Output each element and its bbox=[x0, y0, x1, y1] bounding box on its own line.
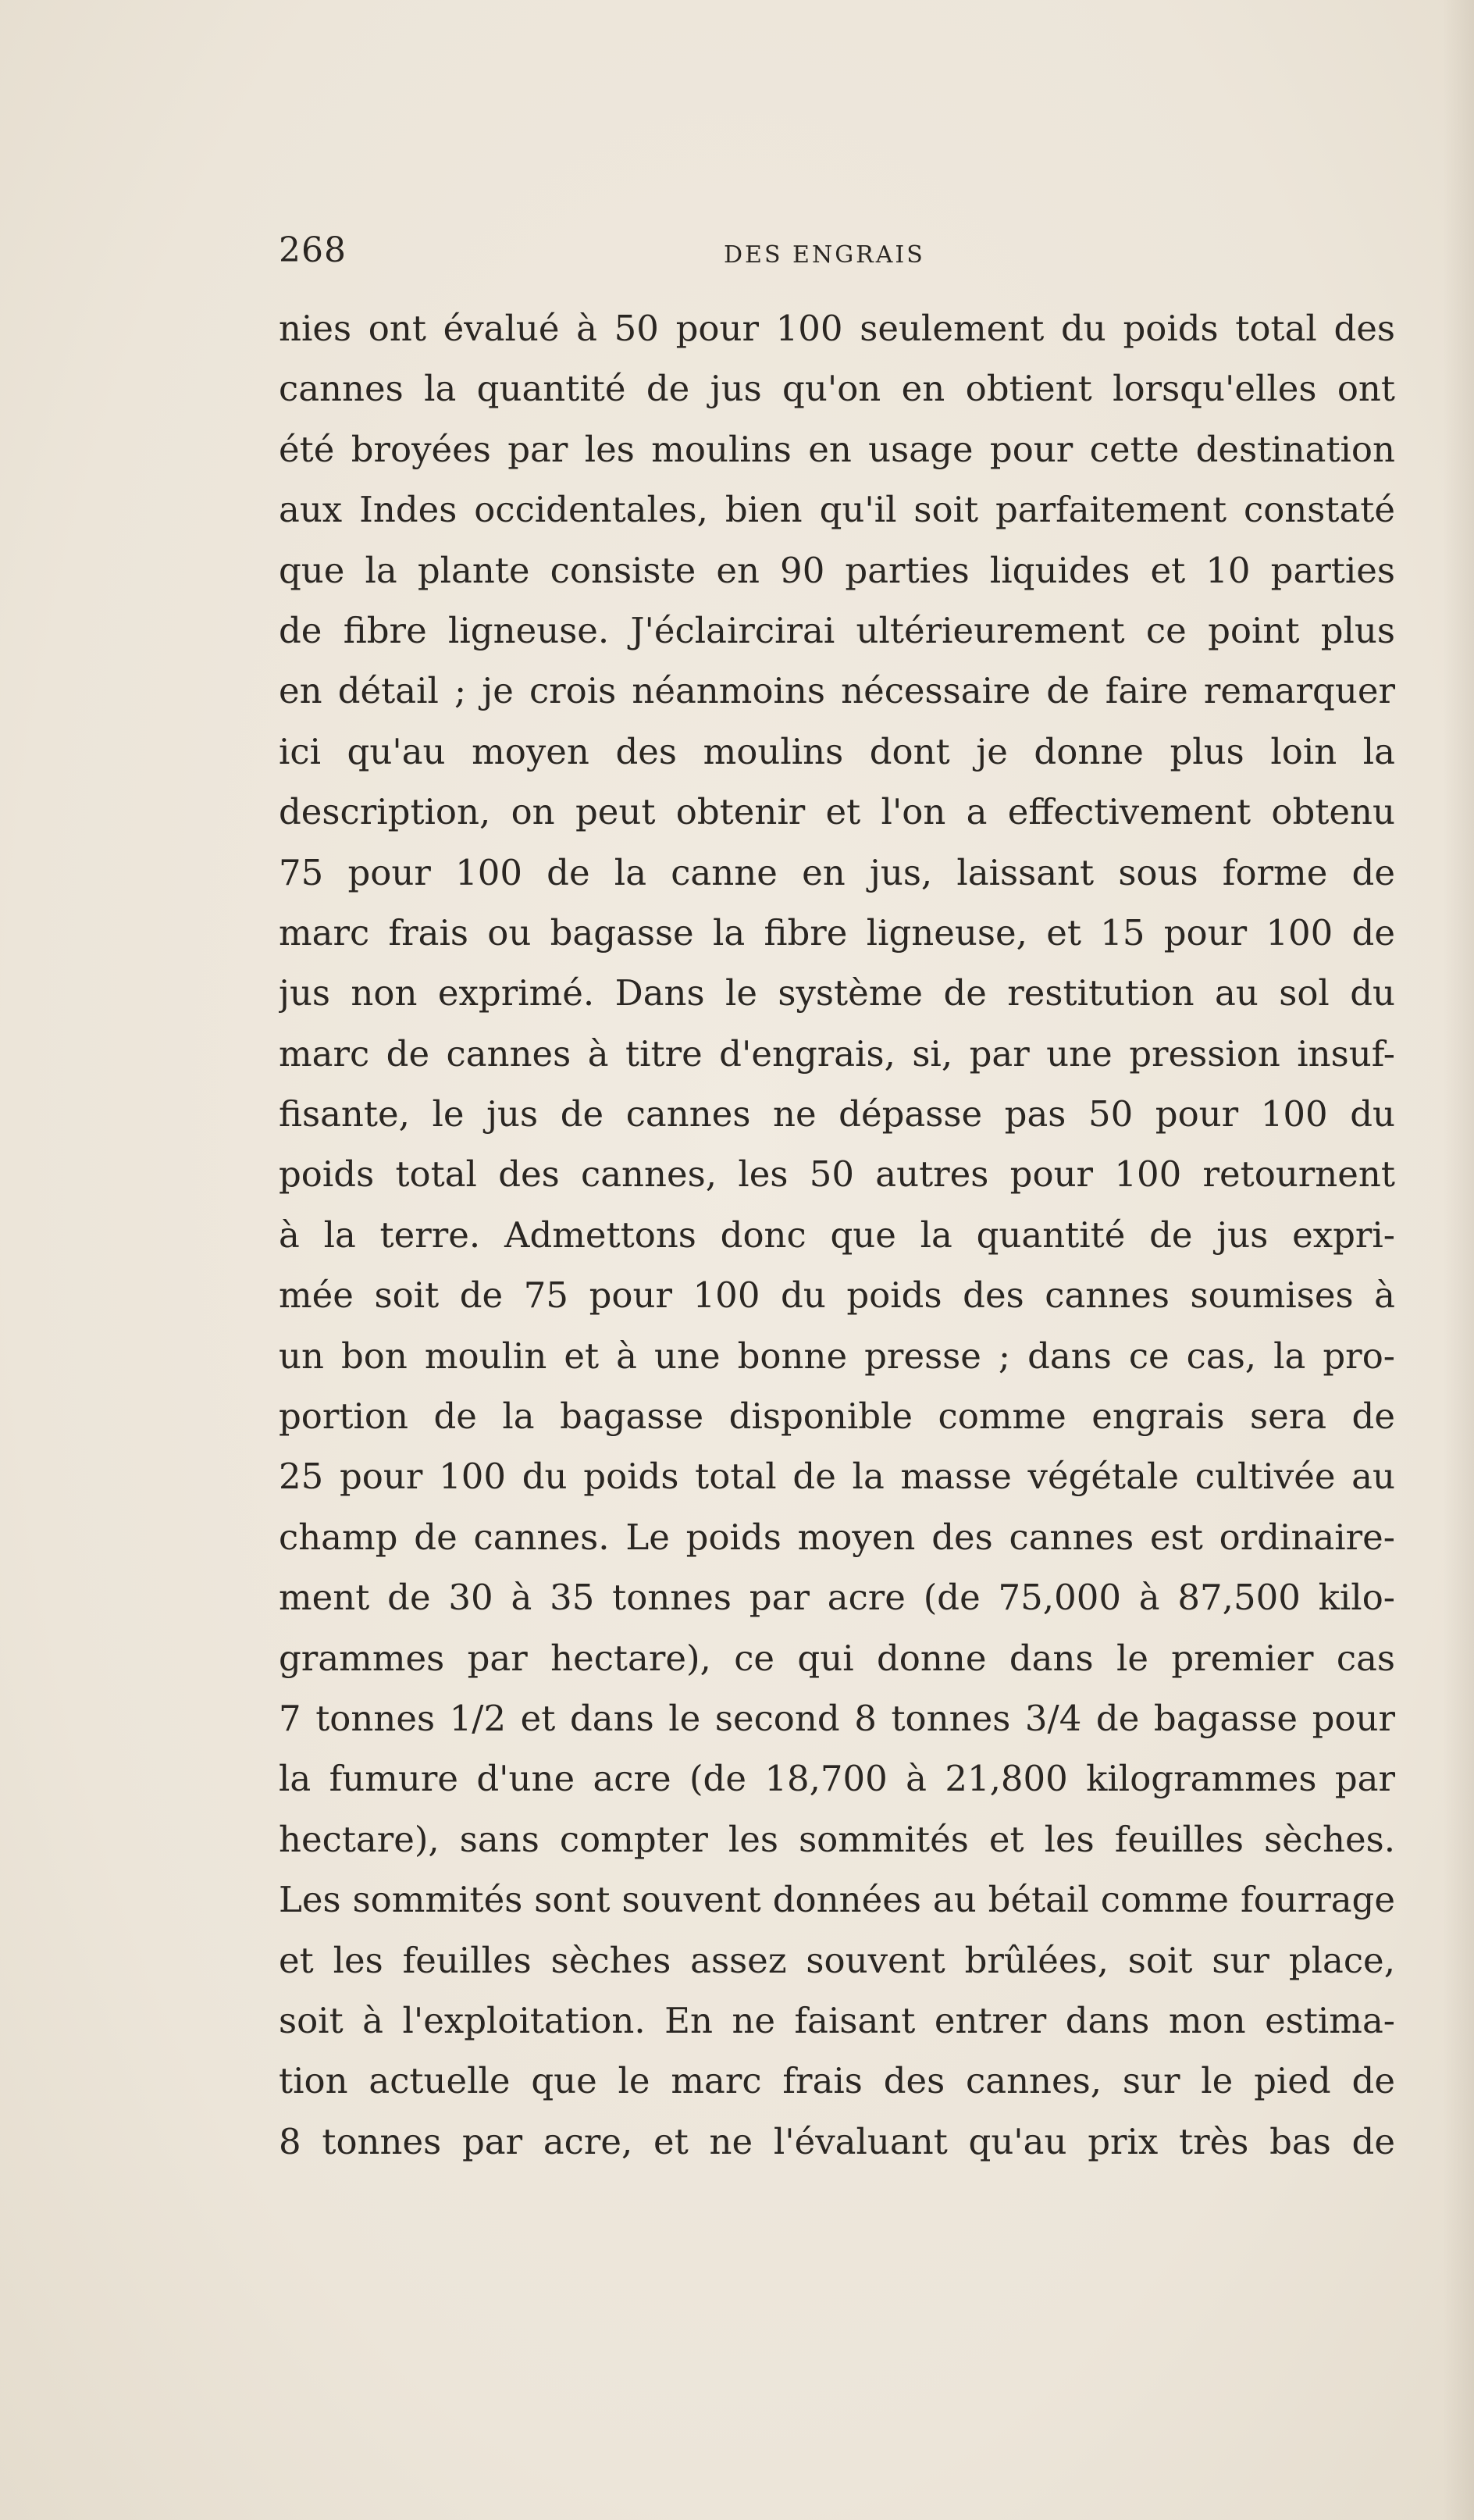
text-line: un bon moulin et à une bonne presse ; dans ce cas, la pro- bbox=[279, 1335, 1395, 1377]
text-line: description, on peut obtenir et l'on a effectivement obtenu bbox=[279, 791, 1395, 833]
text-line: 75 pour 100 de la canne en jus, laissant sous forme de bbox=[279, 851, 1395, 893]
text-line: cannes la quantité de jus qu'on en obtient lorsqu'elles ont bbox=[279, 368, 1395, 410]
text-line: marc frais ou bagasse la fibre ligneuse, et 15 pour 100 de bbox=[279, 911, 1395, 953]
page-number: 268 bbox=[279, 230, 347, 270]
text-line: portion de la bagasse disponible comme engrais sera de bbox=[279, 1395, 1395, 1438]
text-line: jus non exprimé. Dans le système de restitution au sol du bbox=[279, 972, 1395, 1014]
text-line: en détail ; je crois néanmoins nécessaire de faire remarquer bbox=[279, 670, 1395, 712]
text-line: que la plante consiste en 90 parties liquides et 10 parties bbox=[279, 549, 1395, 591]
page-edge-shadow bbox=[1443, 0, 1474, 2520]
text-line: de fibre ligneuse. J'éclaircirai ultérieurement ce point plus bbox=[279, 609, 1395, 651]
text-line: ment de 30 à 35 tonnes par acre (de 75,000 à 87,500 kilo- bbox=[279, 1577, 1395, 1619]
text-line: grammes par hectare), ce qui donne dans le premier cas bbox=[279, 1637, 1395, 1679]
text-line: et les feuilles sèches assez souvent brûlées, soit sur place, bbox=[279, 1939, 1395, 1981]
text-line: la fumure d'une acre (de 18,700 à 21,800 kilogrammes par bbox=[279, 1758, 1395, 1800]
text-line: 25 pour 100 du poids total de la masse végétale cultivée au bbox=[279, 1456, 1395, 1498]
text-line: ici qu'au moyen des moulins dont je donne plus loin la bbox=[279, 730, 1395, 772]
text-line: mée soit de 75 pour 100 du poids des cannes soumises à bbox=[279, 1274, 1395, 1317]
text-line: hectare), sans compter les sommités et les feuilles sèches. bbox=[279, 1818, 1395, 1860]
text-line: tion actuelle que le marc frais des cannes, sur le pied de bbox=[279, 2060, 1395, 2102]
text-line: marc de cannes à titre d'engrais, si, par une pression insuf- bbox=[279, 1032, 1395, 1075]
body-text bbox=[279, 298, 1395, 2172]
text-line: 8 tonnes par acre, et ne l'évaluant qu'au prix très bas de bbox=[279, 2120, 1395, 2162]
text-line: été broyées par les moulins en usage pour cette destination bbox=[279, 428, 1395, 470]
text-line: Les sommités sont souvent données au bétail comme fourrage bbox=[279, 1879, 1395, 1921]
text-line: 7 tonnes 1/2 et dans le second 8 tonnes 3/4 de bagasse pour bbox=[279, 1697, 1395, 1739]
page-header bbox=[279, 230, 1395, 277]
text-line: aux Indes occidentales, bien qu'il soit parfaitement constaté bbox=[279, 489, 1395, 531]
text-line: à la terre. Admettons donc que la quantité de jus expri- bbox=[279, 1214, 1395, 1256]
text-line: fisante, le jus de cannes ne dépasse pas 50 pour 100 du bbox=[279, 1093, 1395, 1135]
text-line: nies ont évalué à 50 pour 100 seulement du poids total des bbox=[279, 308, 1395, 349]
text-line: soit à l'exploitation. En ne faisant entrer dans mon estima- bbox=[279, 1999, 1395, 2041]
running-head: DES ENGRAIS bbox=[724, 241, 925, 269]
text-line: poids total des cannes, les 50 autres pour 100 retournent bbox=[279, 1153, 1395, 1196]
text-line: champ de cannes. Le poids moyen des cannes est ordinaire- bbox=[279, 1516, 1395, 1558]
